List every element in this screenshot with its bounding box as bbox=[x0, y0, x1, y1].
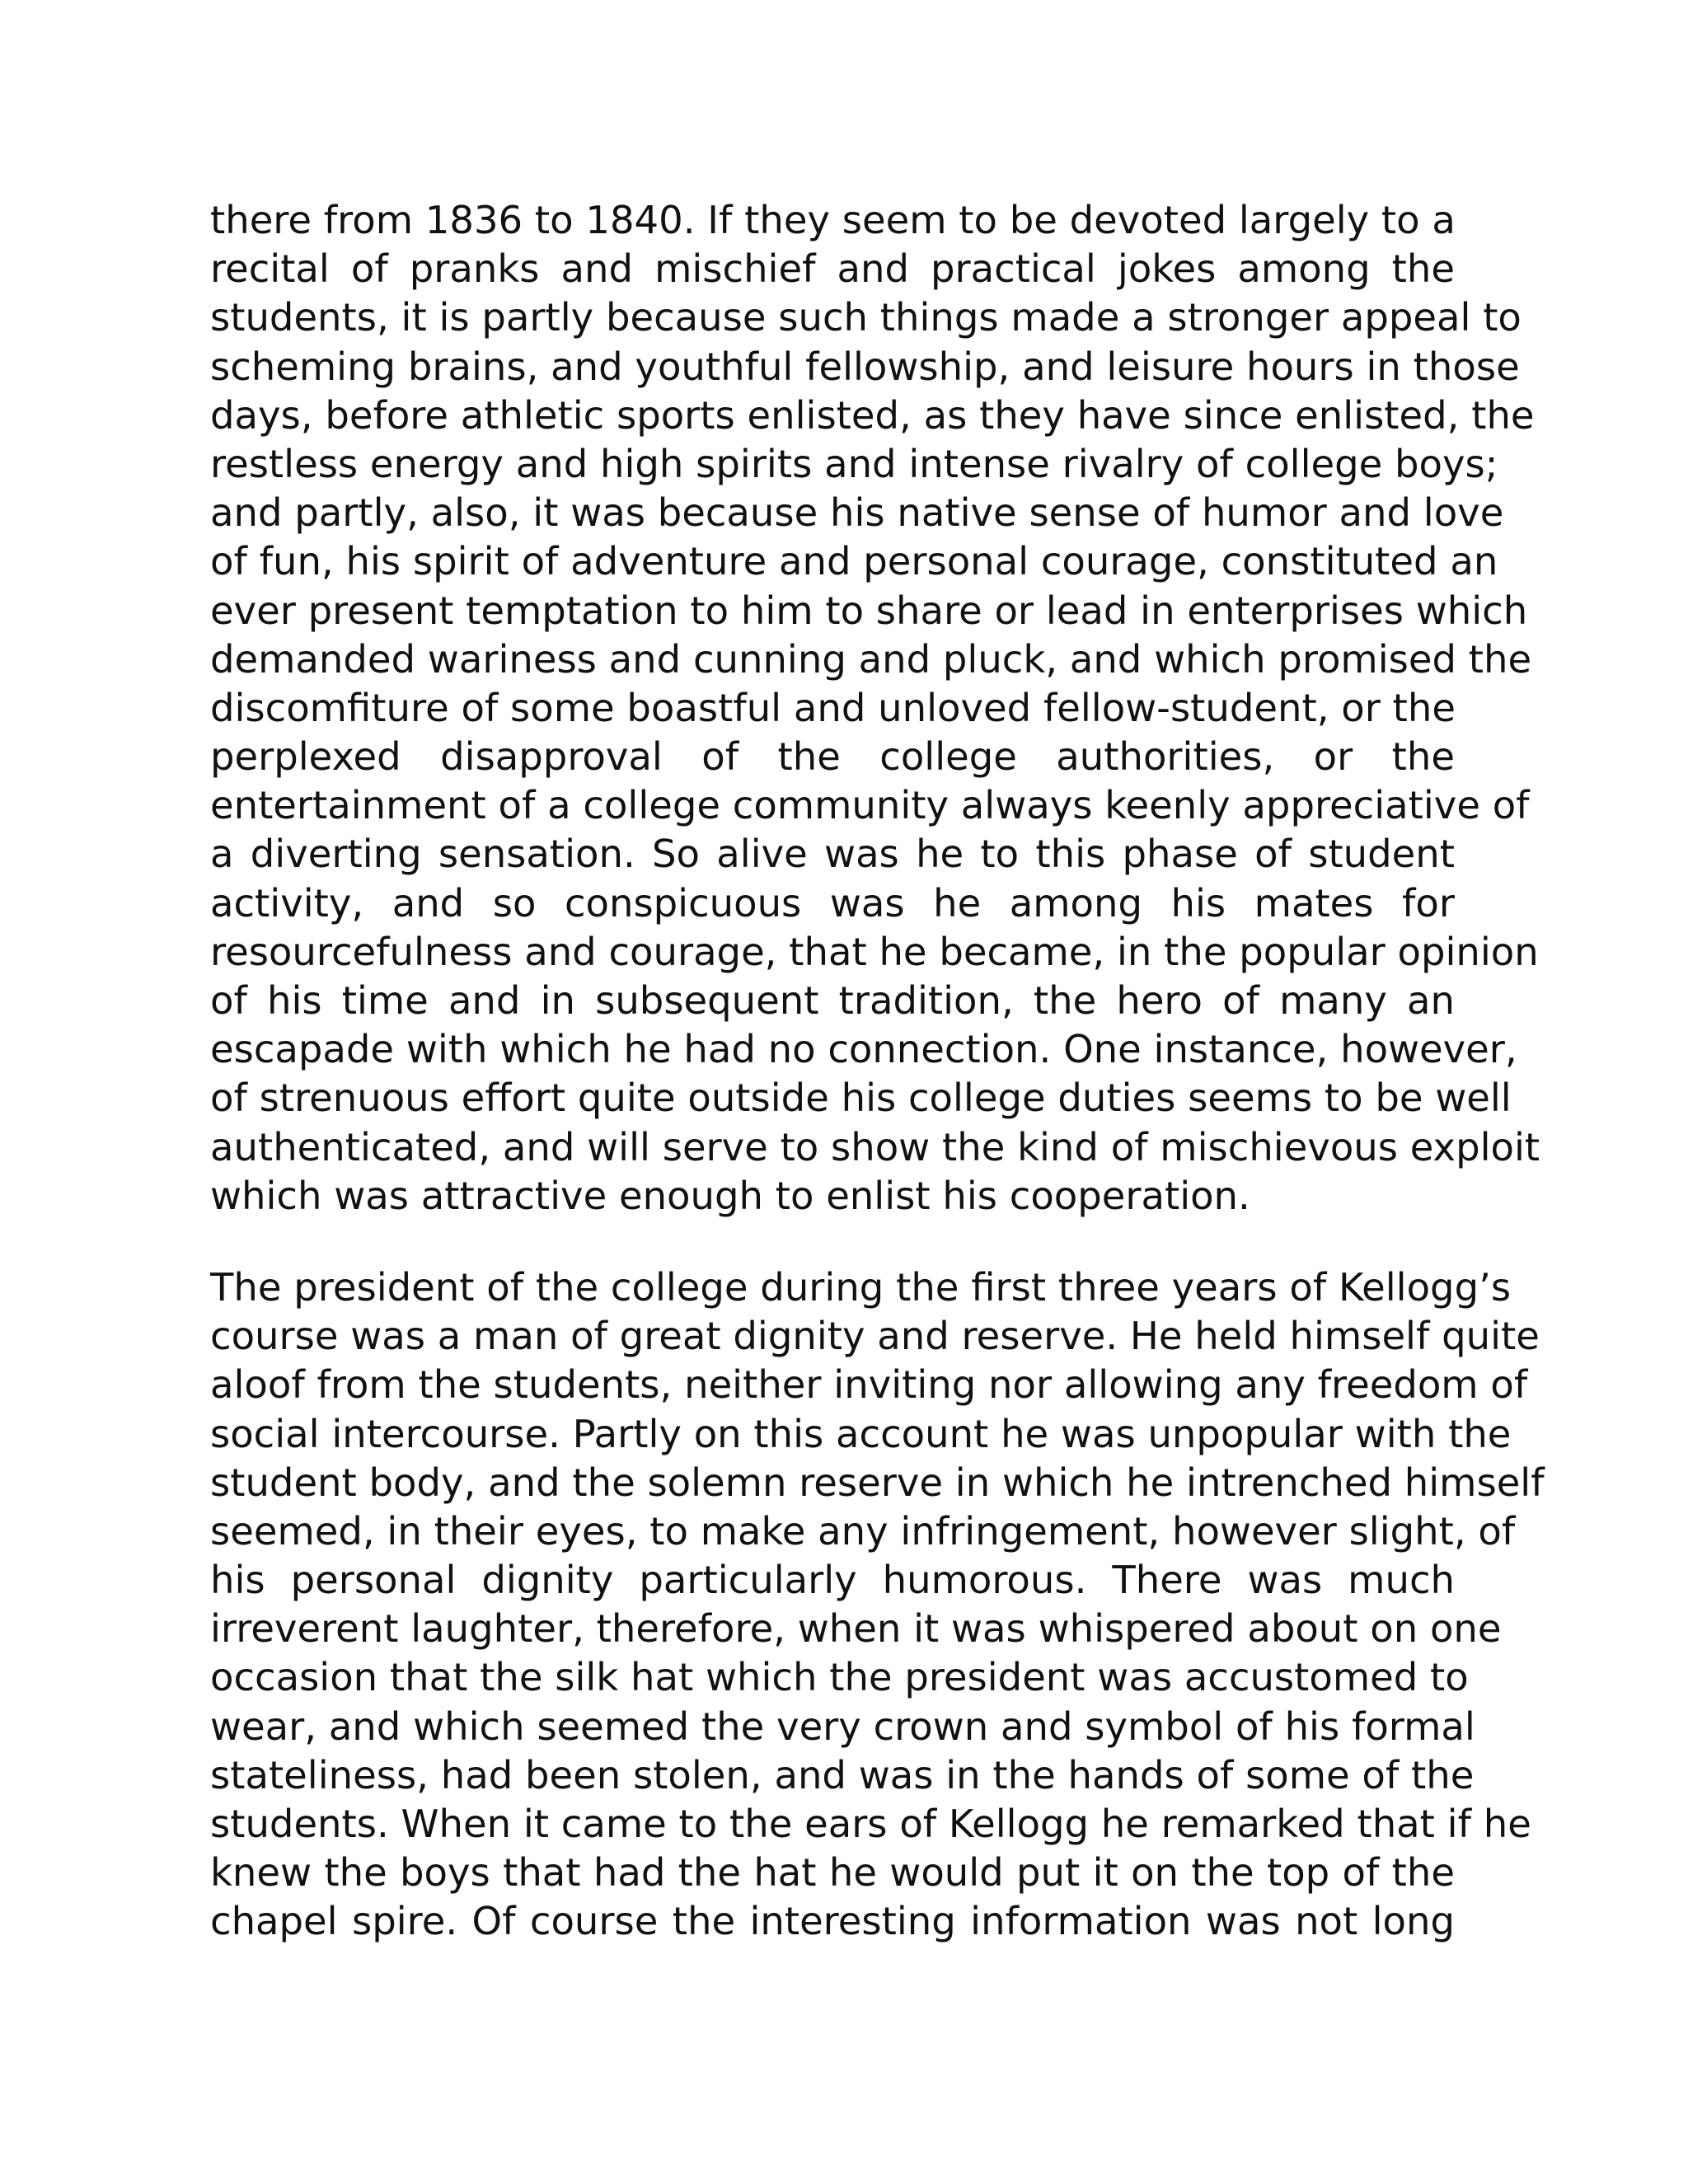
text-line: chapel spire. Of course the interesting information was not long bbox=[210, 1899, 1455, 1944]
text-line: social intercourse. Partly on this account he was unpopular with the bbox=[210, 1411, 1512, 1456]
text-line: his personal dignity particularly humorous. There was much bbox=[210, 1558, 1455, 1603]
text-line: days, before athletic sports enlisted, as they have since enlisted, the bbox=[210, 392, 1535, 438]
text-line: knew the boys that had the hat he would put it on the top of the bbox=[210, 1850, 1455, 1896]
text-line: occasion that the silk hat which the president was accustomed to bbox=[210, 1655, 1469, 1700]
text-line: of his time and in subsequent tradition, the hero of many an bbox=[210, 978, 1455, 1023]
text-line: escapade with which he had no connection. One instance, however, bbox=[210, 1027, 1517, 1072]
text-line: recital of pranks and mischief and practical jokes among the bbox=[210, 246, 1455, 292]
text-line: scheming brains, and youthful fellowship, and leisure hours in those bbox=[210, 344, 1520, 389]
text-line: aloof from the students, neither inviting nor allowing any freedom of bbox=[210, 1362, 1528, 1408]
text-line: students. When it came to the ears of Kellogg he remarked that if he bbox=[210, 1802, 1531, 1846]
text-line: which was attractive enough to enlist his cooperation. bbox=[210, 1173, 1250, 1218]
text-line: discomfiture of some boastful and unloved fellow-student, or the bbox=[210, 685, 1456, 730]
text-line: perplexed disapproval of the college authorities, or the bbox=[210, 734, 1455, 780]
text-line: ever present temptation to him to share or lead in enterprises which bbox=[210, 588, 1528, 633]
text-line: course was a man of great dignity and reserve. He held himself quite bbox=[210, 1314, 1540, 1359]
text-line: demanded wariness and cunning and pluck, and which promised the bbox=[210, 636, 1532, 682]
text-line: there from 1836 to 1840. If they seem to be devoted largely to a bbox=[210, 198, 1456, 242]
text-line: irreverent laughter, therefore, when it was whispered about on one bbox=[210, 1606, 1502, 1652]
text-line: wear, and which seemed the very crown and symbol of his formal bbox=[210, 1704, 1475, 1749]
text-line: students, it is partly because such things made a stronger appeal to bbox=[210, 295, 1522, 340]
text-line: and partly, also, it was because his native sense of humor and love bbox=[210, 490, 1504, 536]
paragraph-1 bbox=[210, 196, 1540, 1221]
paragraph-gap bbox=[210, 1221, 1455, 1263]
text-line: a diverting sensation. So alive was he to this phase of student bbox=[210, 832, 1455, 877]
text-line: resourcefulness and courage, that he became, in the popular opinion bbox=[210, 929, 1539, 974]
text-line: of fun, his spirit of adventure and personal courage, constituted an bbox=[210, 539, 1498, 584]
document-page bbox=[210, 196, 1545, 1947]
text-line: seemed, in their eyes, to make any infringement, however slight, of bbox=[210, 1508, 1516, 1554]
text-line: The president of the college during the first three years of Kellogg’s bbox=[210, 1264, 1512, 1310]
text-line: authenticated, and will serve to show the kind of mischievous exploit bbox=[210, 1124, 1540, 1169]
text-line: stateliness, had been stolen, and was in the hands of some of the bbox=[210, 1752, 1475, 1797]
text-line: activity, and so conspicuous was he among his mates for bbox=[210, 880, 1455, 926]
text-line: student body, and the solemn reserve in which he intrenched himself bbox=[210, 1460, 1545, 1505]
paragraph-2 bbox=[210, 1263, 1545, 1947]
text-line: entertainment of a college community always keenly appreciative of bbox=[210, 783, 1530, 828]
text-line: restless energy and high spirits and intense rivalry of college boys; bbox=[210, 441, 1498, 486]
text-line: of strenuous effort quite outside his college duties seems to be well bbox=[210, 1076, 1512, 1121]
